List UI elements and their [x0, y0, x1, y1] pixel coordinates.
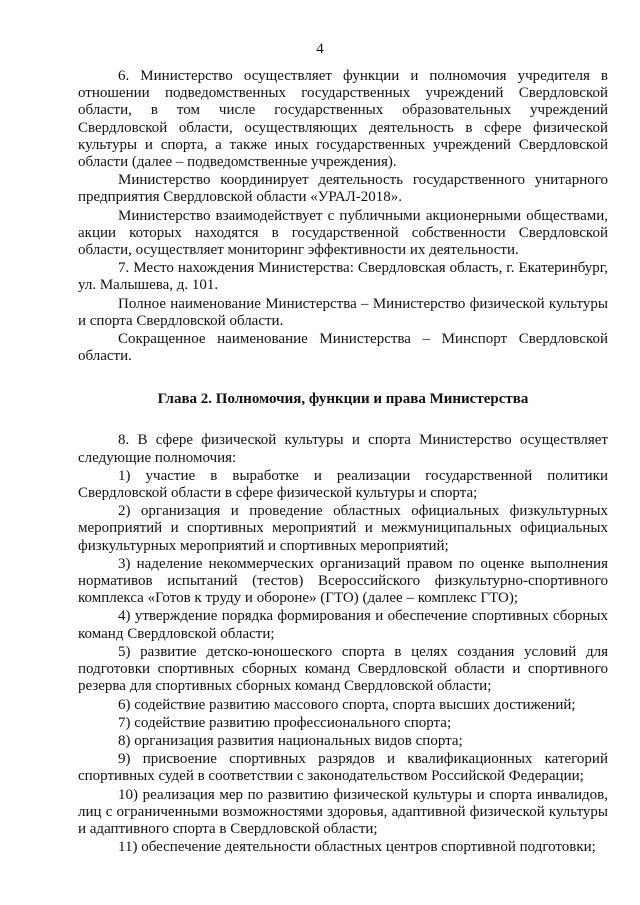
paragraph-short-name: Сокращенное наименование Министерства – Минспорт Свердловской области. — [78, 331, 608, 365]
list-item-8: 8) организация развития национальных видов спорта; — [118, 732, 463, 749]
list-item-5: 5) развитие детско-юношеского спорта в целях создания условий для подготовки спортивных сборных команд Свердловской области и спортивного резерва для спортивных сборных команд Свердловской области; — [78, 643, 608, 695]
list-item-10: 10) реализация мер по развитию физической культуры и спорта инвалидов, лиц с ограниченными возможностями здоровья, адаптивной физической культуры и адаптивного спорта в Свердловской области; — [78, 786, 608, 837]
list-item-4: 4) утверждение порядка формирования и обеспечение спортивных сборных команд Свердловской области; — [78, 608, 608, 642]
list-item-9: 9) присвоение спортивных разрядов и квалификационных категорий спортивных судей в соответствии с законодательством Российской Федерации; — [78, 751, 608, 785]
chapter-heading: Глава 2. Полномочия, функции и права Министерства — [157, 391, 529, 408]
document-body — [78, 68, 608, 856]
page-number: 4 — [316, 41, 324, 57]
list-item-7: 7) содействие развитию профессионального спорта; — [118, 714, 452, 731]
list-item-6: 6) содействие развитию массового спорта, спорта высших достижений; — [118, 696, 576, 713]
list-item-2: 2) организация и проведение областных официальных физкультурных мероприятий и спортивных мероприятий и межмуниципальных официальных физкультурных мероприятий и спортивных мероприятий; — [78, 503, 608, 554]
list-item-11: 11) обеспечение деятельности областных центров спортивной подготовки; — [118, 839, 596, 856]
paragraph-full-name: Полное наименование Министерства – Министерство физической культуры и спорта Свердловской области. — [78, 295, 608, 329]
paragraph-item-7-location: 7. Место нахождения Министерства: Свердловская область, г. Екатеринбург, ул. Малышева, д. 101. — [78, 260, 608, 294]
paragraph-coordination: Министерство координирует деятельность государственного унитарного предприятия Свердловской области «УРАЛ-2018». — [78, 172, 608, 206]
paragraph-item-8: 8. В сфере физической культуры и спорта Министерство осуществляет следующие полномочия: — [78, 432, 608, 466]
paragraph-item-6: 6. Министерство осуществляет функции и полномочия учредителя в отношении подведомственных государственных учреждений Свердловской области, в том числе государственных образовательных учреждений Свердловской области, осуществляющих деятельность в сфере физической культуры и спорта, а также иных государственных учреждений Свердловской области (далее – подведомственные учреждения). — [78, 68, 608, 171]
list-item-1: 1) участие в выработке и реализации государственной политики Свердловской области в сфере физической культуры и спорта; — [78, 467, 608, 502]
list-item-3: 3) наделение некоммерческих организаций правом по оценке выполнения нормативов испытаний (тестов) Всероссийского физкультурно-спортивного комплекса «Готов к труду и обороне» (ГТО) (далее – комплекс ГТО); — [78, 555, 608, 607]
paragraph-interaction: Министерство взаимодействует с публичными акционерными обществами, акции которых находятся в государственной собственности Свердловской области, осуществляет мониторинг эффективности их деятельности. — [78, 207, 608, 259]
